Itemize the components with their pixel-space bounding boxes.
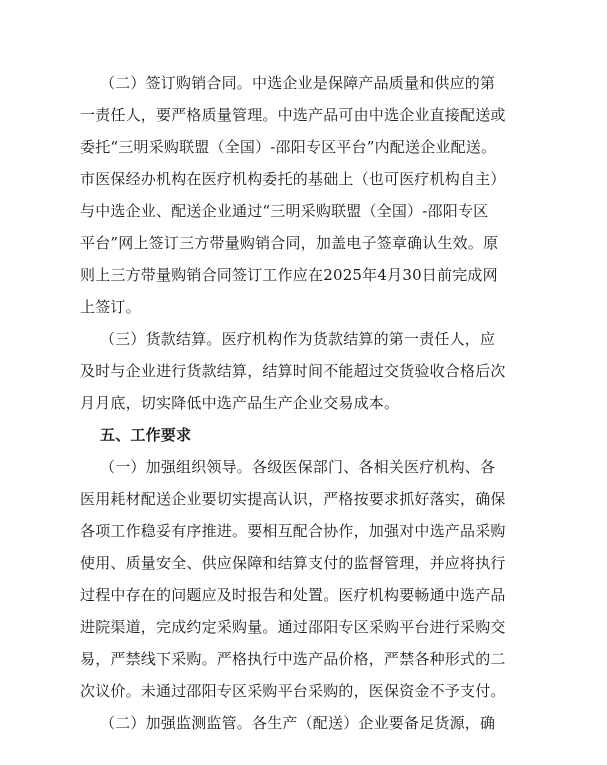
- paragraph-line: 过程中存在的问题应及时报告和处置。医疗机构要畅通中选产品: [80, 586, 506, 604]
- paragraph-line: 一责任人，要严格质量管理。中选产品可由中选企业直接配送或: [80, 106, 506, 124]
- section-heading: 五、工作要求: [100, 426, 192, 444]
- paragraph-line: 平台”网上签订三方带量购销合同，加盖电子签章确认生效。原: [80, 234, 499, 252]
- paragraph-line: 易，严禁线下采购。严格执行中选产品价格，严禁各种形式的二: [80, 650, 506, 668]
- paragraph-line: 市医保经办机构在医疗机构委托的基础上（也可医疗机构自主）: [80, 170, 506, 188]
- paragraph-line: 次议价。未通过邵阳专区采购平台采购的，医保资金不予支付。: [80, 682, 506, 700]
- paragraph-line: （一）加强组织领导。各级医保部门、各相关医疗机构、各: [100, 458, 496, 476]
- paragraph-line: 上签订。: [80, 298, 141, 316]
- paragraph-line: 与中选企业、配送企业通过“三明采购联盟（全国）-邵阳专区: [80, 202, 489, 220]
- paragraph-line: 则上三方带量购销合同签订工作应在2025年4月30日前完成网: [80, 266, 498, 284]
- paragraph-line: 各项工作稳妥有序推进。要相互配合协作，加强对中选产品采购: [80, 522, 506, 540]
- paragraph-line: 进院渠道，完成约定采购量。通过邵阳专区采购平台进行采购交: [80, 618, 506, 636]
- paragraph-line: （三）货款结算。医疗机构作为货款结算的第一责任人，应: [100, 330, 496, 348]
- paragraph-line: （二）签订购销合同。中选企业是保障产品质量和供应的第: [100, 74, 496, 92]
- paragraph-line: 委托“三明采购联盟（全国）-邵阳专区平台”内配送企业配送。: [80, 138, 497, 156]
- paragraph-line: 医用耗材配送企业要切实提高认识，严格按要求抓好落实，确保: [80, 490, 506, 508]
- paragraph-line: （二）加强监测监管。各生产（配送）企业要备足货源，确: [100, 714, 496, 732]
- paragraph-line: 使用、质量安全、供应保障和结算支付的监督管理，并应将执行: [80, 554, 506, 572]
- paragraph-line: 及时与企业进行货款结算，结算时间不能超过交货验收合格后次: [80, 362, 506, 380]
- paragraph-line: 月月底，切实降低中选产品生产企业交易成本。: [80, 394, 400, 412]
